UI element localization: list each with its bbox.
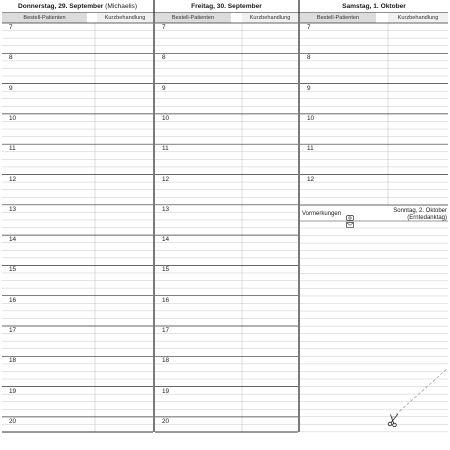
hour-label: 12	[9, 175, 17, 183]
column-header-kurz: Kurzbehandlung	[388, 13, 448, 23]
hour-label: 19	[9, 387, 17, 395]
hour-label: 7	[307, 24, 311, 31]
hour-label: 8	[307, 54, 311, 62]
day-title-text: Donnerstag, 29. September	[17, 3, 104, 10]
hour-label: 15	[162, 266, 170, 274]
hour-label: 13	[162, 205, 170, 213]
hour-label: 8	[9, 54, 13, 62]
hour-label: 10	[9, 114, 17, 122]
hour-label: 16	[162, 296, 170, 304]
hour-label: 20	[162, 417, 170, 425]
hour-label: 17	[9, 327, 17, 334]
sunday-title: Sonntag, 2. Oktober	[393, 208, 447, 214]
cut-line	[392, 368, 448, 418]
day-subtitle: (Michaelis)	[105, 3, 138, 10]
day-title-text: Freitag, 30. September	[191, 3, 262, 10]
hour-label: 9	[307, 84, 311, 92]
column-header-bestell: Bestell-Patienten	[2, 13, 87, 23]
hour-label: 12	[307, 175, 315, 183]
hour-label: 15	[9, 266, 17, 274]
column-header-bestell: Bestell-Patienten	[300, 13, 376, 23]
column-header-bestell: Bestell-Patienten	[155, 13, 231, 23]
day-title-text: Samstag, 1. Oktober	[342, 3, 406, 10]
hour-label: 8	[162, 54, 166, 62]
hour-label: 18	[9, 357, 17, 365]
sunday-subtitle: (Erntedanktag)	[407, 215, 447, 222]
hour-label: 9	[9, 84, 13, 92]
hour-label: 11	[307, 145, 314, 153]
column-header-kurz: Kurzbehandlung	[97, 13, 153, 23]
notes-label: Vormerkungen	[302, 211, 342, 217]
hour-label: 18	[162, 357, 170, 365]
hour-label: 12	[162, 175, 170, 183]
hour-label: 14	[9, 236, 17, 244]
hour-label: 10	[162, 114, 170, 122]
hour-label: 11	[162, 145, 169, 153]
hour-label: 11	[9, 145, 16, 153]
scissors-icon	[386, 413, 400, 427]
hour-label: 16	[9, 296, 17, 304]
hour-label: 7	[9, 24, 13, 31]
hour-label: 19	[162, 387, 170, 395]
hour-label: 13	[9, 205, 17, 213]
hour-label: 17	[162, 327, 170, 334]
hour-label: 20	[9, 417, 17, 425]
hour-label: 7	[162, 24, 166, 31]
hour-label: 9	[162, 84, 166, 92]
column-header-kurz: Kurzbehandlung	[242, 13, 298, 23]
hour-label: 10	[307, 114, 315, 122]
hour-label: 14	[162, 236, 170, 244]
